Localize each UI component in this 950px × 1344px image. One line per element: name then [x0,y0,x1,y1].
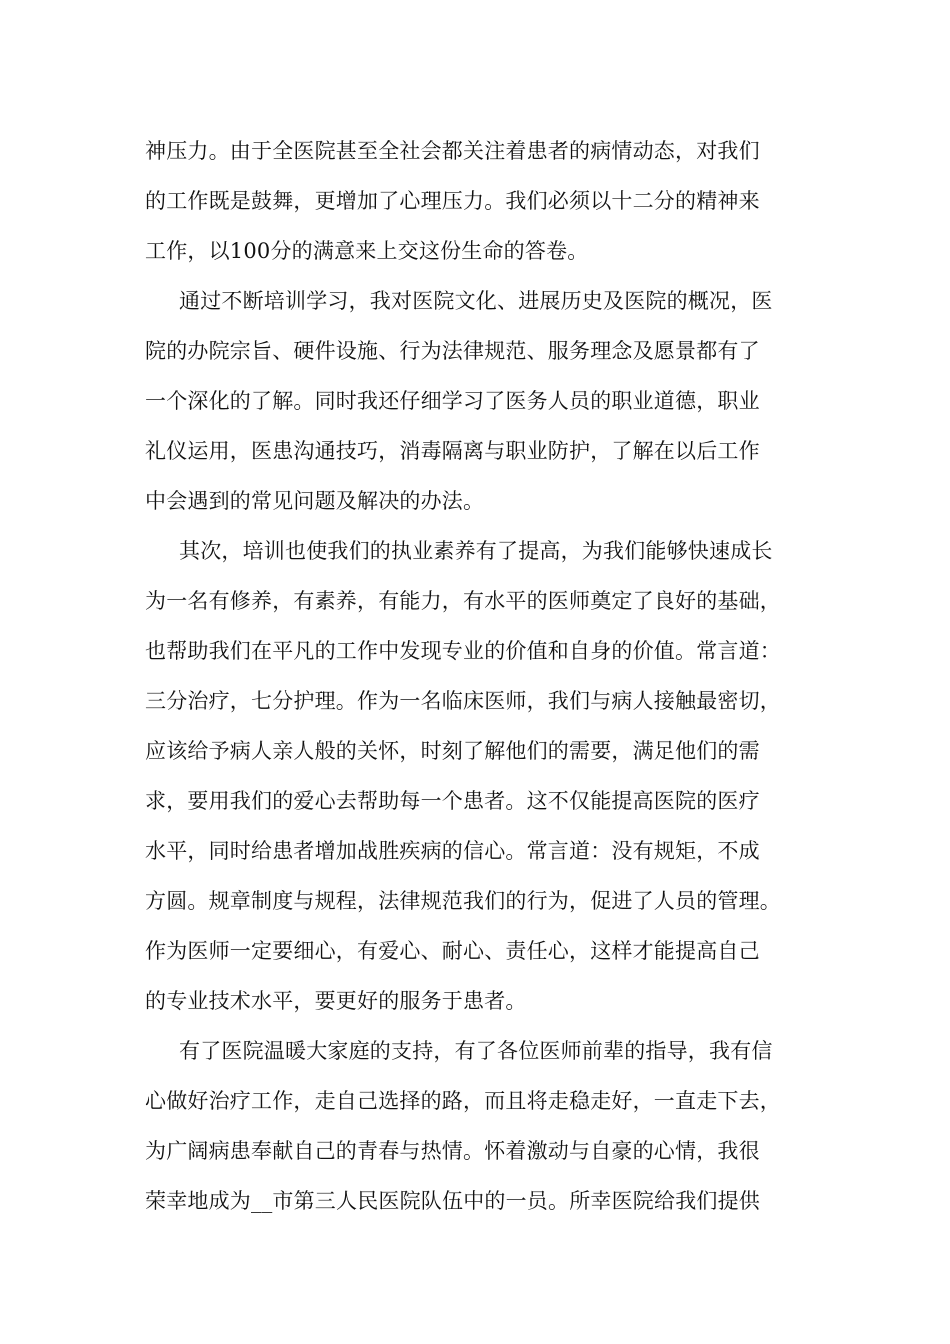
body-line: 中会遇到的常见问题及解决的办法。 [145,489,485,513]
body-line: 水平，同时给患者增加战胜疾病的信心。常言道：没有规矩，不成 [145,839,760,863]
body-line: 礼仪运用，医患沟通技巧，消毒隔离与职业防护，了解在以后工作 [145,439,760,463]
body-line: 神压力。由于全医院甚至全社会都关注着患者的病情动态，对我们 [145,139,760,163]
body-line: 的专业技术水平，要更好的服务于患者。 [145,989,527,1013]
body-line: 应该给予病人亲人般的关怀，时刻了解他们的需要，满足他们的需 [145,739,760,763]
body-line: 心做好治疗工作，走自己选择的路，而且将走稳走好，一直走下去， [145,1089,781,1113]
body-line: 三分治疗，七分护理。作为一名临床医师，我们与病人接触最密切， [145,689,781,713]
body-line: 一个深化的了解。同时我还仔细学习了医务人员的职业道德，职业 [145,389,760,413]
body-line: 方圆。规章制度与规程，法律规范我们的行为，促进了人员的管理。 [145,889,781,913]
body-line: 作为医师一定要细心，有爱心、耐心、责任心，这样才能提高自己 [145,939,760,963]
body-line: 求，要用我们的爱心去帮助每一个患者。这不仅能提高医院的医疗 [145,789,760,813]
body-line: 有了医院温暖大家庭的支持，有了各位医师前辈的指导，我有信 [179,1039,773,1063]
body-line: 通过不断培训学习，我对医院文化、进展历史及医院的概况，医 [179,289,773,313]
body-line: 的工作既是鼓舞，更增加了心理压力。我们必须以十二分的精神来 [145,189,760,213]
body-line: 院的办院宗旨、硬件设施、行为法律规范、服务理念及愿景都有了 [145,339,760,363]
body-line: 也帮助我们在平凡的工作中发现专业的价值和自身的价值。常言道： [145,639,781,663]
body-line: 为一名有修养，有素养，有能力，有水平的医师奠定了良好的基础， [145,589,781,613]
body-line: 工作，以100分的满意来上交这份生命的答卷。 [145,239,589,263]
body-line: 为广阔病患奉献自己的青春与热情。怀着激动与自豪的心情，我很 [145,1139,760,1163]
body-line: 荣幸地成为__市第三人民医院队伍中的一员。所幸医院给我们提供 [145,1189,760,1213]
body-line: 其次，培训也使我们的执业素养有了提高，为我们能够快速成长 [179,539,773,563]
